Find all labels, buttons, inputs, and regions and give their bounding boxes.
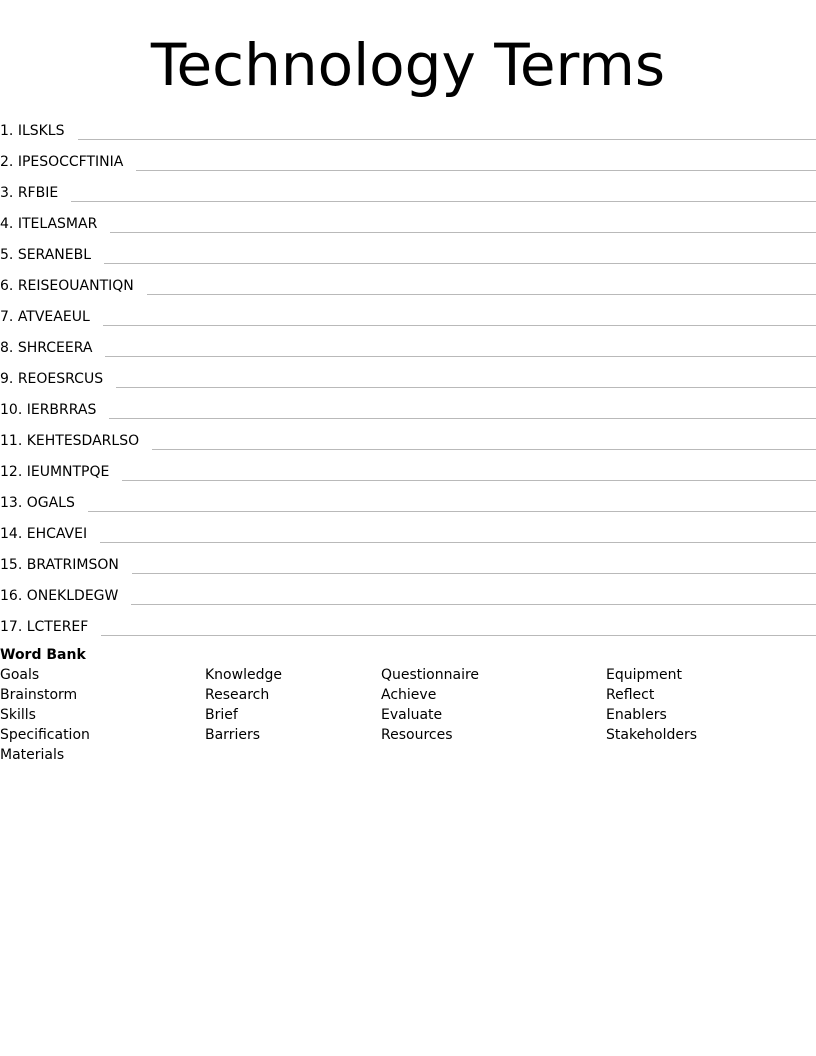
question-label (0, 524, 100, 544)
question-number: 15. (0, 557, 23, 573)
word-bank-item: Knowledge (205, 667, 282, 683)
question-row (0, 420, 816, 451)
question-label (0, 121, 78, 141)
question-row (0, 203, 816, 234)
question-label (0, 555, 132, 575)
question-number: 8. (0, 340, 14, 356)
scrambled-word: RFBIE (17, 185, 59, 201)
answer-line[interactable] (101, 634, 816, 636)
answer-line[interactable] (105, 355, 816, 357)
answer-line[interactable] (147, 293, 816, 295)
question-label (0, 152, 136, 172)
question-number: 17. (0, 619, 23, 635)
answer-line[interactable] (88, 510, 816, 512)
word-bank-row (0, 745, 816, 765)
question-label (0, 400, 109, 420)
question-row (0, 358, 816, 389)
answer-line[interactable] (132, 572, 816, 574)
question-row (0, 451, 816, 482)
question-number: 7. (0, 309, 14, 325)
question-list (0, 110, 816, 637)
question-label (0, 338, 105, 358)
question-row (0, 482, 816, 513)
scrambled-word: ATVEAEUL (17, 309, 90, 325)
question-number: 9. (0, 371, 14, 387)
scrambled-word: ITELASMAR (17, 216, 98, 232)
question-row (0, 513, 816, 544)
question-label (0, 586, 131, 606)
question-label (0, 431, 152, 451)
word-bank-item: Materials (0, 747, 65, 763)
word-bank-item: Brainstorm (0, 687, 78, 703)
word-bank-row (0, 725, 816, 745)
question-row (0, 606, 816, 637)
scrambled-word: OGALS (26, 495, 75, 511)
word-bank-item: Enablers (606, 707, 667, 723)
word-bank-item: Questionnaire (381, 667, 480, 683)
question-row (0, 265, 816, 296)
question-label (0, 183, 71, 203)
question-label (0, 462, 122, 482)
question-label (0, 307, 103, 327)
answer-line[interactable] (152, 448, 816, 450)
scrambled-word: IEUMNTPQE (26, 464, 110, 480)
answer-line[interactable] (78, 138, 816, 140)
question-label (0, 276, 147, 296)
question-row (0, 575, 816, 606)
question-row (0, 296, 816, 327)
question-row (0, 141, 816, 172)
scrambled-word: REOESRCUS (17, 371, 104, 387)
scrambled-word: EHCAVEI (26, 526, 88, 542)
question-row (0, 234, 816, 265)
answer-line[interactable] (131, 603, 816, 605)
answer-line[interactable] (100, 541, 816, 543)
word-bank-item: Equipment (606, 667, 682, 683)
word-bank-item: Goals (0, 667, 40, 683)
scrambled-word: ONEKLDEGW (26, 588, 119, 604)
answer-line[interactable] (122, 479, 816, 481)
word-bank-item: Research (205, 687, 270, 703)
question-number: 5. (0, 247, 14, 263)
scrambled-word: REISEOUANTIQN (17, 278, 134, 294)
word-bank-item: Achieve (381, 687, 437, 703)
question-label (0, 214, 110, 234)
word-bank-item: Brief (205, 707, 238, 723)
scrambled-word: LCTEREF (26, 619, 89, 635)
answer-line[interactable] (104, 262, 816, 264)
answer-line[interactable] (116, 386, 816, 388)
answer-line[interactable] (109, 417, 816, 419)
question-number: 11. (0, 433, 23, 449)
question-number: 16. (0, 588, 23, 604)
word-bank-title: Word Bank (0, 647, 86, 663)
word-bank-row (0, 685, 816, 705)
question-label (0, 245, 104, 265)
word-bank-item: Reflect (606, 687, 655, 703)
answer-line[interactable] (71, 200, 816, 202)
answer-line[interactable] (110, 231, 816, 233)
answer-line[interactable] (136, 169, 816, 171)
question-row (0, 389, 816, 420)
scrambled-word: KEHTESDARLSO (26, 433, 140, 449)
question-row (0, 327, 816, 358)
question-number: 4. (0, 216, 14, 232)
question-row (0, 110, 816, 141)
scrambled-word: IERBRRAS (26, 402, 97, 418)
question-number: 12. (0, 464, 23, 480)
scrambled-word: BRATRIMSON (26, 557, 119, 573)
word-bank-row (0, 665, 816, 685)
question-number: 2. (0, 154, 14, 170)
question-label (0, 493, 88, 513)
scrambled-word: SERANEBL (17, 247, 92, 263)
question-number: 3. (0, 185, 14, 201)
scrambled-word: ILSKLS (17, 123, 65, 139)
word-bank-row (0, 705, 816, 725)
word-bank (0, 665, 816, 765)
word-bank-item: Barriers (205, 727, 261, 743)
word-bank-item: Stakeholders (606, 727, 698, 743)
question-number: 6. (0, 278, 14, 294)
word-bank-item: Evaluate (381, 707, 443, 723)
question-label (0, 369, 116, 389)
scrambled-word: SHRCEERA (17, 340, 93, 356)
question-label (0, 617, 101, 637)
question-row (0, 172, 816, 203)
page-title: Technology Terms (150, 31, 666, 99)
question-number: 14. (0, 526, 23, 542)
question-number: 13. (0, 495, 23, 511)
word-bank-item: Resources (381, 727, 453, 743)
scrambled-word: IPESOCCFTINIA (17, 154, 124, 170)
question-number: 1. (0, 123, 14, 139)
answer-line[interactable] (103, 324, 816, 326)
word-bank-item: Skills (0, 707, 36, 723)
word-bank-item: Specification (0, 727, 90, 743)
question-row (0, 544, 816, 575)
question-number: 10. (0, 402, 23, 418)
